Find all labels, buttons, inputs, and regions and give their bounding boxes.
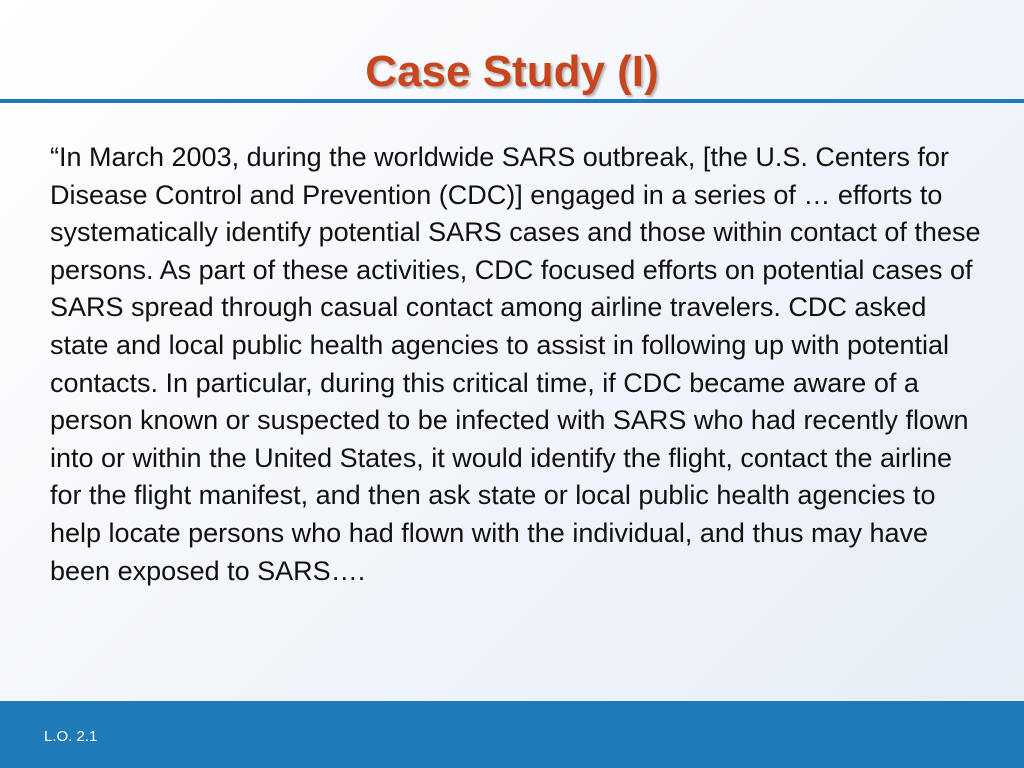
learning-objective-label: L.O. 2.1 xyxy=(44,728,98,745)
quote-paragraph: “In March 2003, during the worldwide SARS outbreak, [the U.S. Centers for Disease Control and Prevention (CDC)] engaged in a series of … efforts to systematically identify potential SARS cases and those within contact of these persons. As part of these activities, CDC focused efforts on potential cases of SARS spread through casual contact among airline travelers. CDC asked state and local public health agencies to assist in following up with potential contacts. In particular, during this critical time, if CDC became aware of a person known or suspected to be infected with SARS who had recently flown into or within the United States, it would identify the flight, contact the airline for the flight manifest, and then ask state or local public health agencies to help locate persons who had flown with the individual, and thus may have been exposed to SARS…. xyxy=(50,142,981,586)
footer-bar xyxy=(0,701,1024,768)
slide-title: Case Study (I) xyxy=(365,47,659,96)
title-divider xyxy=(0,99,1024,103)
